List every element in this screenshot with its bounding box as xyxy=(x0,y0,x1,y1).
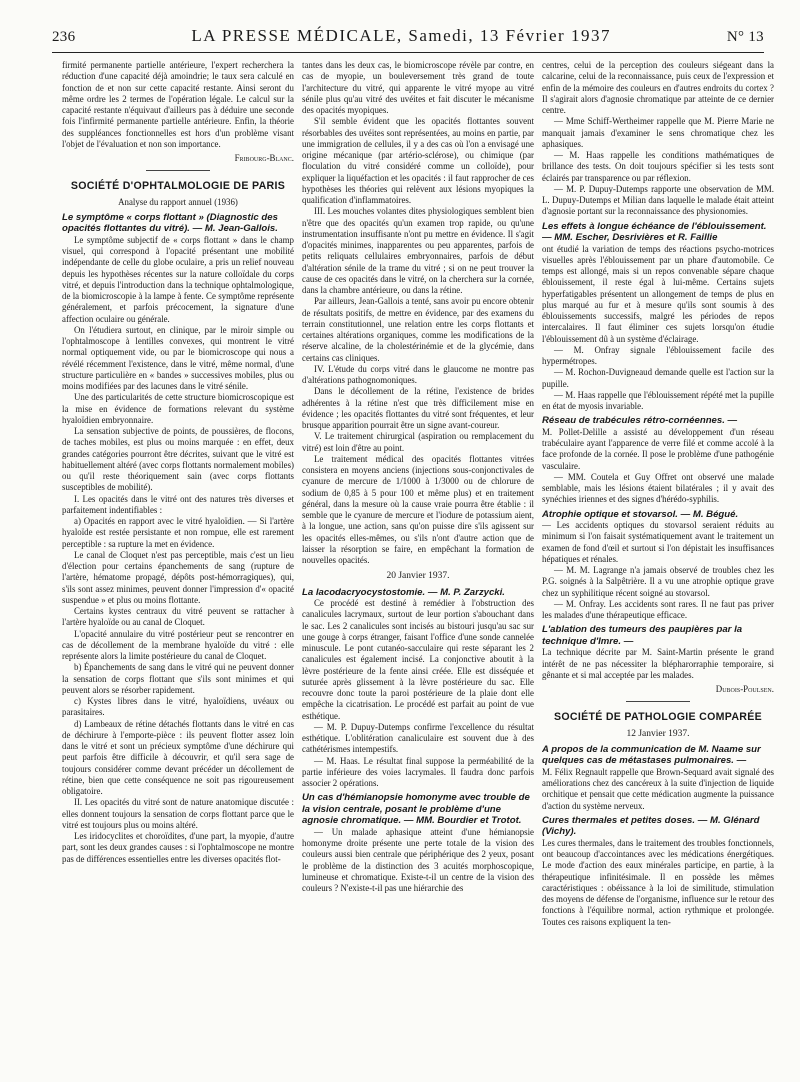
paragraph: Ce procédé est destiné à remédier à l'obstruction des canalicules lacrymaux, surtout de leur portion s'abouchant dans le sac. Les 2 canalicules sont incisés au bistouri jusqu'au sac sur une gouge à corps étranger, faisant l'office d'une sonde cannelée minuscule. Le pont cutanéo-sacculaire qui reste séparant les 2 canalicules est également incisé. La conjonctive aboutit à la lèvre postérieure de la fente ainsi créée. Elle est disséquée et suturée après glissement à la lèvre postérieure du sac. Elle recouvre donc toute la paroi postérieure de la plaie dont elle empêche la cicatrisation. Le procédé est parfait au point de vue esthétique. xyxy=(302,598,534,721)
paragraph: Le symptôme subjectif de « corps flottant » dans le champ visuel, qui correspond à l'opacité présentant une mobilité indépendante de celle du globe oculaire, a pris un relief nouveau depuis les hypothèses récentes sur la nature colloïdale du corps vitré, et depuis l'introduction dans la technique ophtalmologique, de la biomicroscopie à la lampe à fente. Ce symptôme représente généralement, et parfois précocement, la signature d'une affection oculaire ou générale. xyxy=(62,234,294,324)
section-separator xyxy=(626,701,690,702)
issue-number: N° 13 xyxy=(726,29,764,45)
intro-signature: Fribourg-Blanc. xyxy=(234,153,294,163)
paragraph: M. Félix Regnault rappelle que Brown-Sequard avait signalé des améliorations chez des cancéreux à la suite d'injection de liquide orchitique et pensait que cette médication augmente la puissance d'action du système nerveux. xyxy=(542,766,774,811)
paragraph: Le traitement médical des opacités flottantes vitrées consistera en moyens anciens (injections sous-conjonctivales de cyanure de mercure de 1/1000 à 1/3000 ou de chlorure de sodium de 0,85 à 5 pour 100 et même plus) et en traitement général, dans la mesure où la cause vraie pourra être établie : il semble que le cyanure de mercure et l'iodure de potassium aient, à la longue, une action, sans qu'on puisse dire s'ils agissent sur les opacités elles-mêmes, ou s'ils n'ont d'autre action que de laisser la résorption se faire, en empêchant la formation de nouvelles opacités. xyxy=(302,453,534,565)
section-title: SOCIÉTÉ D'OPHTALMOLOGIE DE PARIS xyxy=(70,180,286,193)
paragraph: — M. Haas rappelle les conditions mathématiques de brillance des tests. On doit toujours spécifier si les tests sont éclairés par transparence ou par réflexion. xyxy=(542,150,774,183)
paragraph: L'opacité annulaire du vitré postérieur peut se rencontrer en cas de décollement de la membrane hyaloïde du vitré : elle représente alors la limite postérieure du canal de Cloquet. xyxy=(62,628,294,661)
paragraph: c) Kystes libres dans le vitré, hyaloïdiens, uvéaux ou parasitaires. xyxy=(62,696,294,718)
paragraph: La technique décrite par M. Saint-Martin présente le grand intérêt de ne pas nécessiter la blépharorraphie temporaire, si gênante et si mal acceptée par les malades. xyxy=(542,647,774,680)
paragraph: Les cures thermales, dans le traitement des troubles fonctionnels, ont beaucoup d'accointances avec les médications énergétiques. Le mode d'action des eaux minérales participe, en partie, à la thérapeutique infinitésimale. Il en possède les mêmes caractéristiques : obéissance à la loi de similitude, stimulation des moyens de défense de l'organisme, influence sur le retour des fonctions à l'équilibre normal, action rythmique et prolongée. Toutes ces raisons expliquent la ten- xyxy=(542,837,774,927)
paragraph: — M. Haas rappelle que l'éblouissement répété met la pupille en état de myosis invariable. xyxy=(542,389,774,411)
item-heading: Les effets à longue échéance de l'éblouissement. — MM. Escher, Desrivières et R. Faillie xyxy=(542,220,767,243)
paragraph: d) Lambeaux de rétine détachés flottants dans le vitré en cas de déchirure à l'emporte-pièce : ils peuvent flotter assez loin dans le vitré et sont un précieux symptôme d'une déchirure qui peut parfois être difficile à découvrir, et qu'il sera sage de toujours considérer comme devant précéder un décollement de rétine, bien que cette conséquence ne soit pas rigoureusement obligatoire. xyxy=(62,718,294,796)
paragraph: — Un malade aphasique atteint d'une hémianopsie homonyme droite présente une perte totale de la vision des couleurs aussi bien centrale que périphérique des 2 yeux, posant le problème de la distinction des 3 acuités morphoscopique, lumineuse et chromatique. Existe-t-il un centre de la vision des couleurs ? N'existe-t-il pas une hiérarchie des xyxy=(302,826,534,893)
paragraph: b) Épanchements de sang dans le vitré qui ne peuvent donner la sensation de corps flottant que s'ils sont minimes et qui peuvent alors se résorber rapidement. xyxy=(62,662,294,695)
paragraph: — M. Onfray. Les accidents sont rares. Il ne faut pas priver les malades d'une thérapeutique efficace. xyxy=(542,598,774,620)
paragraph: — M. P. Dupuy-Dutemps rapporte une observation de MM. L. Dupuy-Dutemps et Milian dans laquelle le malade était atteint d'agnosie portant sur la reconnaissance des physionomies. xyxy=(542,183,774,217)
item-heading: Atrophie optique et stovarsol. — M. Bégué. xyxy=(542,508,739,520)
section-separator xyxy=(146,170,210,171)
paragraph: centres, celui de la perception des couleurs siégeant dans la calcarine, celui de la reconnaissance, puis ceux de l'expression et enfin de la mémoire des couleurs en d'autres endroits du cortex ? Il s'agirait alors d'agnosie chromatique par atteinte de ce dernier centre. xyxy=(542,60,774,115)
paragraph: — MM. Coutela et Guy Offret ont observé une malade semblable, mais les lésions étaient bilatérales ; il y avait des synéchies iriennes et des signes d'hérédo-syphilis. xyxy=(542,471,774,505)
section-title: SOCIÉTÉ DE PATHOLOGIE COMPARÉE xyxy=(554,711,762,724)
paragraph: Par ailleurs, Jean-Gallois a tenté, sans avoir pu encore obtenir de résultats positifs, de mettre en évidence, par des examens du terrain constitutionnel, une relation entre les corps flottants et certaines altérations organiques, comme les modifications de la réserve alcaline, de la cholestérinémie et de la glycémie, dans certains cas cliniques. xyxy=(302,296,534,363)
paragraph: On l'étudiera surtout, en clinique, par le miroir simple ou l'ophtalmoscope à lentilles convexes, qui montrent le vitré normal optiquement vide, ou par le biomicroscope qui nous a révélé récemment l'existence, dans le vitré, même normal, d'une structure particulière en « bandes » successives mobiles, plus ou moins modifiées par des lacunes dans le vitré sénile. xyxy=(62,324,294,391)
paragraph: — M. M. Lagrange n'a jamais observé de troubles chez les P.G. soignés à la Salpêtrière. Il a vu une atrophie optique grave chez un syphilitique récent soigné au stovarsol. xyxy=(542,565,774,598)
paragraph: La sensation subjective de points, de poussières, de flocons, de taches mobiles, est plus ou moins marquée : en effet, deux grandes catégories pourront être décrites, suivant que le vitré est habituellement altéré (avec corps flottants normalement mobiles) ou qu'il reste théoriquement sain (avec corps flottants susceptibles de mobilité). xyxy=(62,426,294,493)
item-heading: Un cas d'hémianopsie homonyme avec trouble de la vision centrale, posant le problème d'une agnosie chromatique. — MM. Bourdier et Trotot. xyxy=(302,792,530,827)
item-heading: Cures thermales et petites doses. — M. Glénard (Vichy). xyxy=(542,814,760,838)
column-2 xyxy=(302,60,534,1068)
report-heading: Le symptôme « corps flottant » (Diagnostic des opacités flottantes du vitré). — M. Jean-Gallois. xyxy=(62,211,278,235)
page-number: 236 xyxy=(52,29,76,45)
paragraph: ont étudié la variation de temps des réactions psycho-motrices visuelles après l'éblouissement par un phare d'automobile. Ce temps est allongé, mais si un repos convenable sépare chaque éblouissement, il reste égal à lui-même. Certains sujets hyperfatigables présentent un allongement de temps de plus en plus marqué au fur et à mesure qu'ils sont soumis à des éblouissements successifs, malgré les périodes de repos intercalaires. Il faut éliminer ces sujets lorsqu'on étudie l'éblouissement dû à un système d'éclairage. xyxy=(542,243,774,344)
paragraph: V. Le traitement chirurgical (aspiration ou remplacement du vitré) est loin d'être au point. xyxy=(302,431,534,453)
column-3 xyxy=(542,60,774,1068)
paragraph: — Mme Schiff-Wertheimer rappelle que M. Pierre Marie ne manquait jamais d'examiner le sens chromatique chez les aphasiques. xyxy=(542,116,774,149)
header-rule xyxy=(52,52,764,53)
item-heading: A propos de la communication de M. Naame sur quelques cas de métastases pulmonaires. — xyxy=(542,743,761,767)
paragraph: a) Opacités en rapport avec le vitré hyaloïdien. — Si l'artère hyaloïde est restée persistante et non rompue, elle est rarement perceptible : sa rupture la met en évidence. xyxy=(62,516,294,549)
column-1 xyxy=(62,60,294,1068)
paragraph: tantes dans les deux cas, le biomicroscope révèle par contre, en cas de myopie, un bouleversement très grand de toute l'architecture du vitré, qui apparente le vitré myope au vitré sénile plus qu'au vitré des uvéites et fait discuter le mécanisme des opacités myopiques. xyxy=(302,60,534,115)
paragraph: Le canal de Cloquet n'est pas perceptible, mais c'est un lieu d'élection pour certains épanchements de sang (rupture de l'artère, hématome propagé, dépôts post-hémorragiques), qui, s'ils sont assez minimes, peuvent donner l'impression d'« opacité suspendue » et plus ou moins flottante. xyxy=(62,549,294,605)
item-heading: Réseau de trabécules rétro-cornéennes. — xyxy=(542,415,738,427)
paragraph: — M. P. Dupuy-Dutemps confirme l'excellence du résultat esthétique. L'oblitération canaliculaire est souvent due à des cathétérismes intempestifs. xyxy=(302,721,534,755)
intro-paragraph: firmité permanente partielle antérieure, l'expert recherchera la réduction d'une capacité déjà amoindrie; le taux sera calculé en fonction de et non sur cette capacité restante. Ainsi seront du même ordre les 2 termes de l'opération légale. Le calcul sur la capacité restante n'équivaut d'ailleurs pas à déduire une seconde fois l'infirmité permanente partielle antérieure. Enfin, la théorie des suppléances fonctionnelles est hors d'un problème visant l'objet de l'évaluation et non son importance. xyxy=(62,60,294,149)
paragraph: — M. Rochon-Duvigneaud demande quelle est l'action sur la pupille. xyxy=(542,367,774,389)
paragraph: — Les accidents optiques du stovarsol seraient réduits au minimum si l'on faisait systématiquement avant le traitement un examen de fond d'œil et surtout si l'on dépistait les insuffisances hépatiques et rénales. xyxy=(542,520,774,564)
paragraph: M. Pollet-Delille a assisté au développement d'un réseau trabéculaire ayant l'apparence de verre filé et comme accolé à la face profonde de la cornée. Il pose le problème d'une pathogénie vasculaire. xyxy=(542,426,774,471)
paragraph: Certains kystes centraux du vitré peuvent se rattacher à l'artère hyaloïde ou au canal de Cloquet. xyxy=(62,606,294,628)
paragraph: I. Les opacités dans le vitré ont des natures très diverses et parfaitement indentifiables : xyxy=(62,493,294,515)
item-heading: L'ablation des tumeurs des paupières par la technique d'Imre. — xyxy=(542,624,743,647)
paragraph: Les iridocyclites et choroïdites, d'une part, la myopie, d'autre part, sont les deux grandes causes : si l'ophtalmoscope ne montre pas de différences essentielles entre les diverses opacités flot- xyxy=(62,831,294,864)
paragraph: II. Les opacités du vitré sont de nature anatomique discutée : elles donnent toujours la sensation de corps flottant parce que le vitré est toujours plus ou moins altéré. xyxy=(62,797,294,830)
col1-body xyxy=(62,235,294,865)
paragraph: IV. L'étude du corps vitré dans le glaucome ne montre pas d'altérations pathognomoniques. xyxy=(302,363,534,385)
section-signature: Dubois-Poulsen. xyxy=(715,684,774,694)
paragraph: S'il semble évident que les opacités flottantes souvent résorbables des uvéites sont représentées, au moins en partie, par une immigration de cellules, il y a des cas où l'on a envisagé une origine mécanique (par artério-sclérose), ou chimique (par floculation du vitré considéré comme un colloïde), pour expliquer la liquéfaction et les opacités : il faut rapprocher de ces hypothèses les théories qui relèvent aux lésions myopiques la qualification d'inflammatoires. xyxy=(302,116,534,205)
paragraph: — M. Haas. Le résultat final suppose la perméabilité de la partie inférieure des voies lacrymales. Il faudra donc parfois associer 2 opérations. xyxy=(302,755,534,788)
session-date: 20 Janvier 1937. xyxy=(386,571,450,582)
paragraph: — M. Onfray signale l'éblouissement facile des hypermétropes. xyxy=(542,344,774,366)
item-heading: La lacodacryocystostomie. — M. P. Zarzycki. xyxy=(302,586,505,598)
section-subtitle: Analyse du rapport annuel (1936) xyxy=(118,196,238,207)
journal-title: LA PRESSE MÉDICALE, Samedi, 13 Février 1937 xyxy=(191,26,611,45)
page-header xyxy=(52,26,764,48)
paragraph: III. Les mouches volantes dites physiologiques semblent bien n'être que des opacités qu'un examen trop rapide, ou qu'une instrumentation insuffisante n'ont pu mettre en évidence. Il s'agit d'opacités minimes, inapparentes ou peu apparentes, parfois de petits reliquats cellulaires embryonnaires, parfois de début d'altération sénile de la trame du vitré ; si on ne peut trouver la cause de ces opacités dans le vitré, on la cherchera sur la cornée, dans la chambre antérieure, ou dans la rétine. xyxy=(302,206,534,295)
paragraph: Dans le décollement de la rétine, l'existence de brides adhérentes à la rétine n'est que très difficilement mise en évidence ; les opacités flottantes du vitré sont fréquentes, et leur brusque apparition pourrait être un signe avant-coureur. xyxy=(302,386,534,430)
session-date: 12 Janvier 1937. xyxy=(626,728,690,739)
paragraph: Une des particularités de cette structure biomicroscopique est la mise en évidence de formations relevant du système hyaloïdien embryonnaire. xyxy=(62,392,294,425)
